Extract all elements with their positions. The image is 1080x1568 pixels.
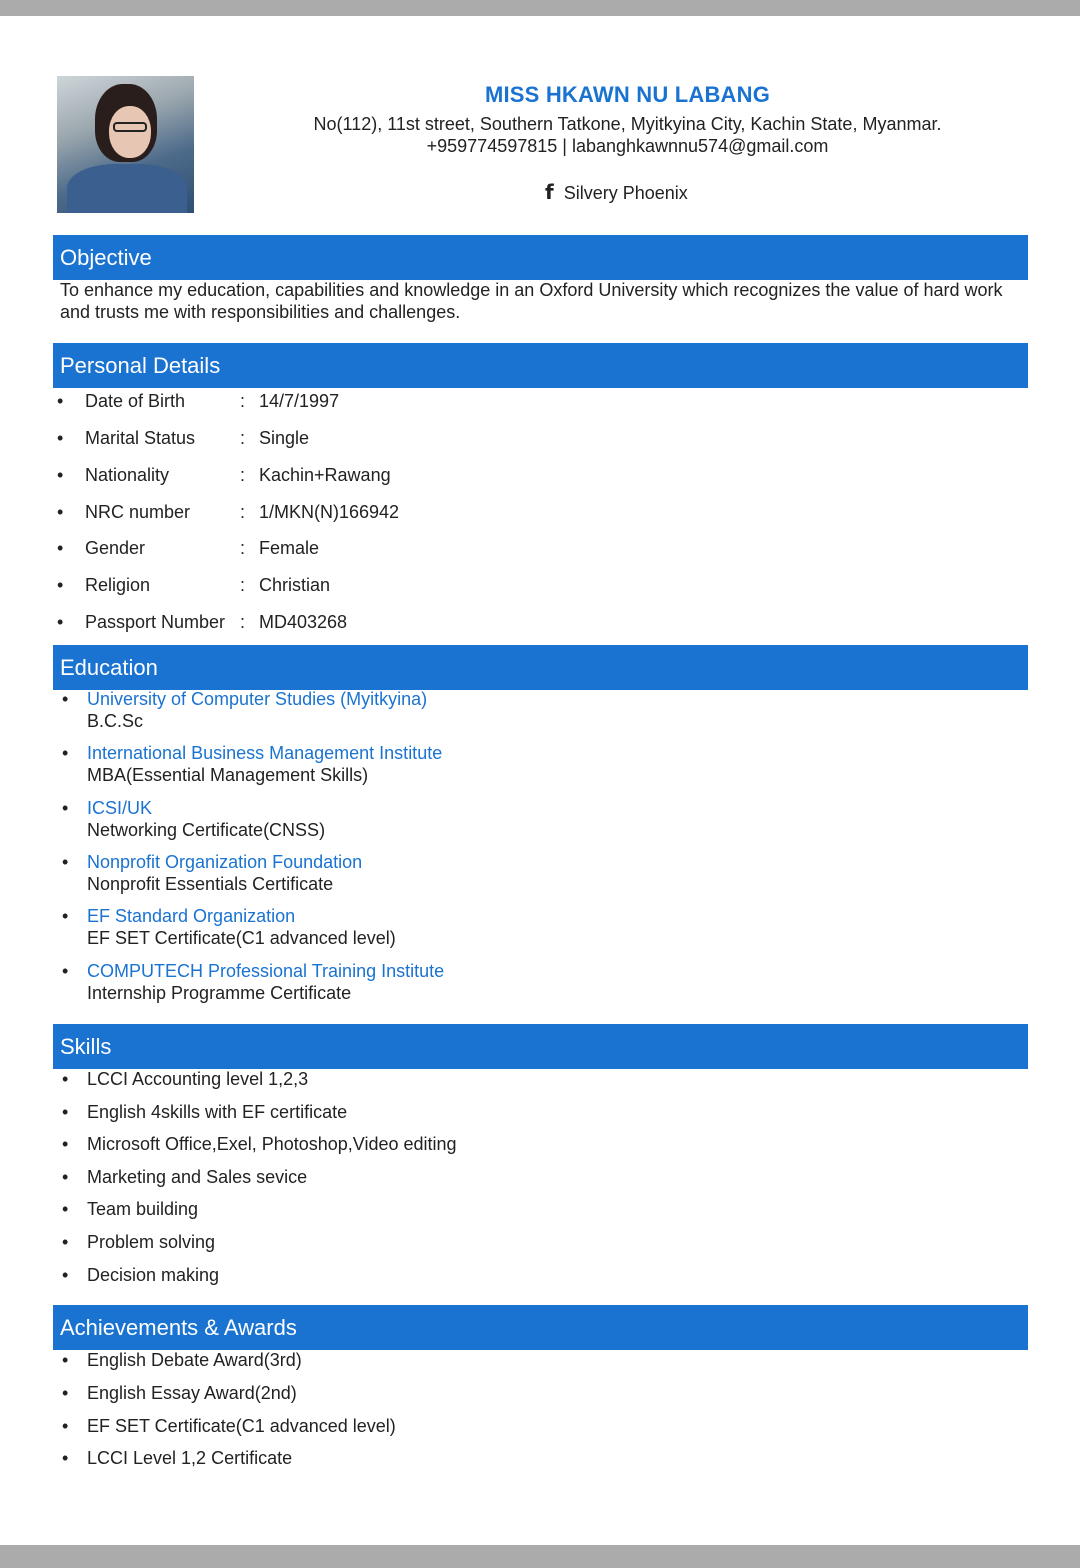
page-top-edge bbox=[0, 0, 1080, 16]
qualification: B.C.Sc bbox=[87, 711, 144, 731]
detail-value: Female bbox=[259, 538, 320, 558]
detail-value: Christian bbox=[259, 575, 331, 595]
profile-photo bbox=[57, 76, 194, 213]
photo-face bbox=[109, 106, 151, 158]
detail-label: Gender bbox=[85, 538, 146, 558]
detail-value: MD403268 bbox=[259, 612, 348, 632]
institution-name: University of Computer Studies (Myitkyina) bbox=[87, 689, 428, 709]
section-header-awards: Achievements & Awards bbox=[53, 1305, 1028, 1350]
candidate-name: MISS HKAWN NU LABANG bbox=[484, 82, 771, 107]
page-bottom-edge bbox=[0, 1545, 1080, 1568]
photo-glasses bbox=[113, 122, 147, 132]
detail-label: Religion bbox=[85, 575, 151, 595]
detail-value: Kachin+Rawang bbox=[259, 465, 391, 485]
detail-value: 14/7/1997 bbox=[259, 391, 340, 411]
social-link[interactable] bbox=[545, 180, 688, 204]
detail-label: Passport Number bbox=[85, 612, 226, 632]
facebook-icon: f bbox=[545, 180, 554, 204]
address: No(112), 11st street, Southern Tatkone, Myitkyina City, Kachin State, Myanmar. bbox=[313, 114, 942, 134]
detail-value: 1/MKN(N)166942 bbox=[259, 502, 400, 522]
section-header-objective: Objective bbox=[53, 235, 1028, 280]
qualification: EF SET Certificate(C1 advanced level) bbox=[87, 928, 396, 948]
photo-jacket bbox=[67, 164, 187, 213]
contact-info: +959774597815 | labanghkawnnu574@gmail.com bbox=[426, 136, 829, 156]
institution-name: Nonprofit Organization Foundation bbox=[87, 852, 363, 872]
qualification: MBA(Essential Management Skills) bbox=[87, 765, 369, 785]
qualification: Nonprofit Essentials Certificate bbox=[87, 874, 334, 894]
detail-label: Marital Status bbox=[85, 428, 196, 448]
detail-label: NRC number bbox=[85, 502, 191, 522]
institution-name: EF Standard Organization bbox=[87, 906, 296, 926]
detail-value: Single bbox=[259, 428, 310, 448]
section-header-personal: Personal Details bbox=[53, 343, 1028, 388]
institution-name: International Business Management Institute bbox=[87, 743, 443, 763]
section-header-skills: Skills bbox=[53, 1024, 1028, 1069]
qualification: Networking Certificate(CNSS) bbox=[87, 820, 326, 840]
institution-name: ICSI/UK bbox=[87, 798, 153, 818]
detail-label: Nationality bbox=[85, 465, 170, 485]
qualification: Internship Programme Certificate bbox=[87, 983, 352, 1003]
institution-name: COMPUTECH Professional Training Institute bbox=[87, 961, 445, 981]
section-header-education: Education bbox=[53, 645, 1028, 690]
objective-text: To enhance my education, capabilities and knowledge in an Oxford University which recognizes the value of hard work and trusts me with responsibilities and challenges. bbox=[60, 280, 1003, 322]
social-name: Silvery Phoenix bbox=[563, 183, 688, 203]
detail-label: Date of Birth bbox=[85, 391, 186, 411]
